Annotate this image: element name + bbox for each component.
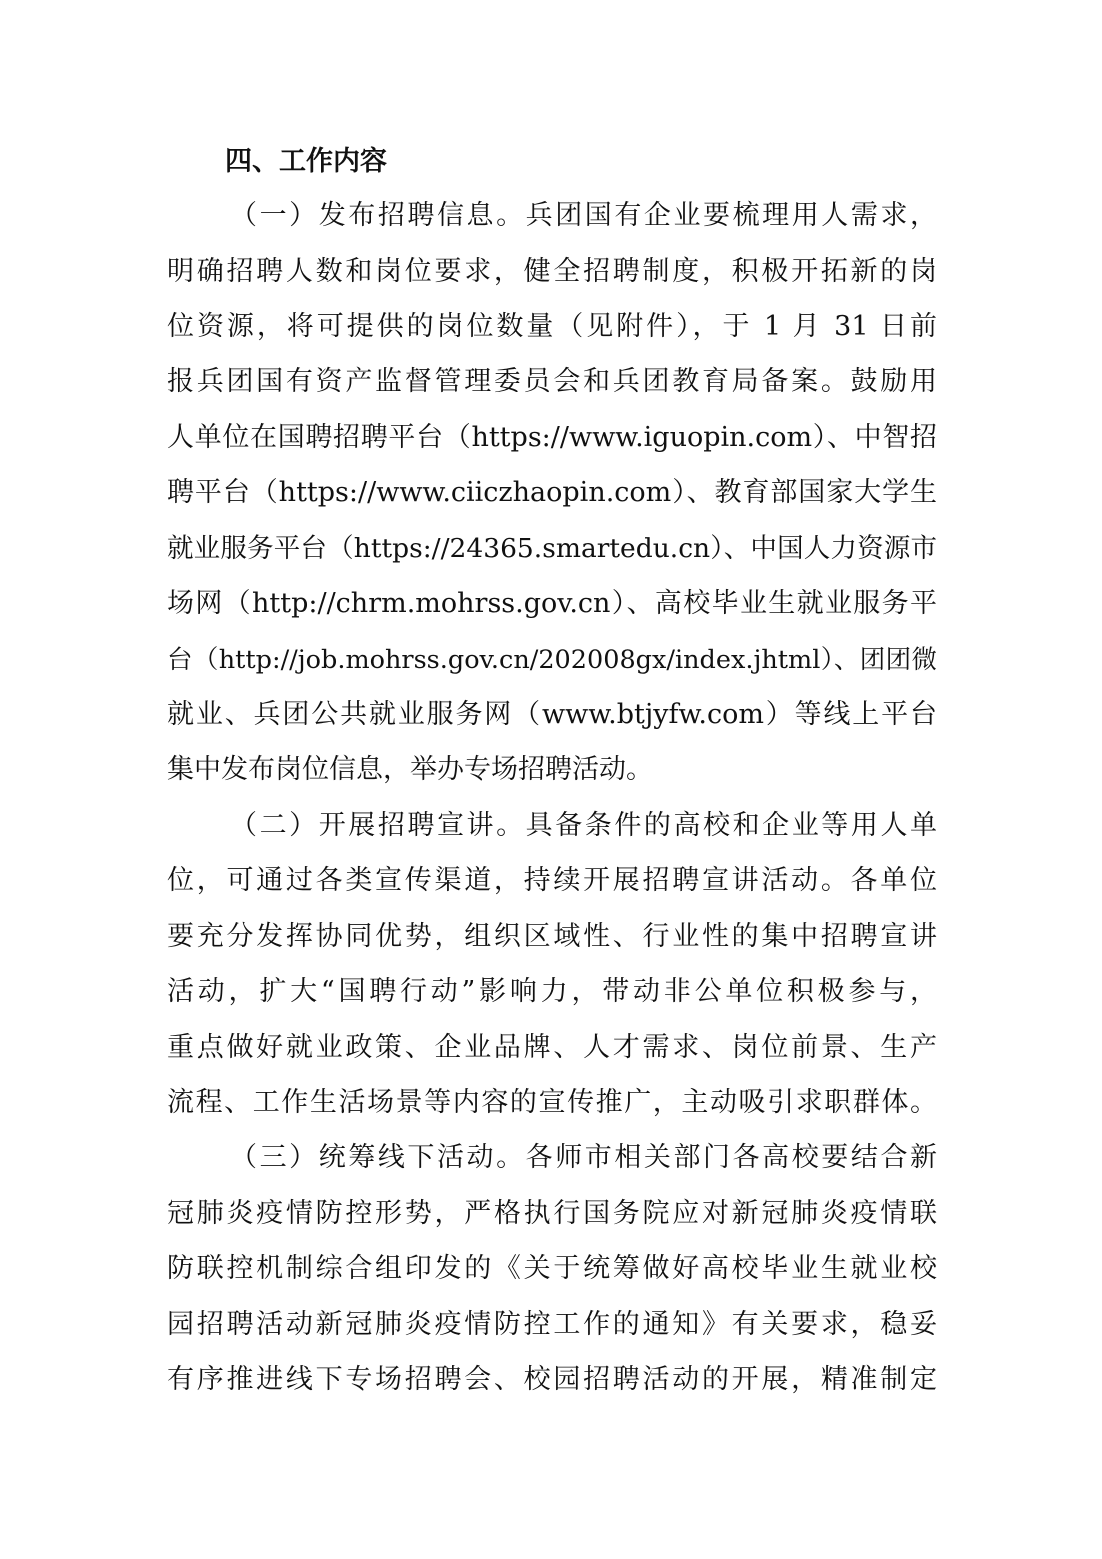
paragraph-2-line: 要充分发挥协同优势，组织区域性、行业性的集中招聘宣讲 — [167, 921, 937, 952]
paragraph-1-line: 报兵团国有资产监督管理委员会和兵团教育局备案。鼓励用 — [167, 366, 937, 397]
paragraph-1-line: 聘平台（https://www.ciiczhaopin.com）、教育部国家大学生 — [167, 477, 937, 508]
paragraph-3-line: 有序推进线下专场招聘会、校园招聘活动的开展，精准制定 — [167, 1364, 937, 1395]
paragraph-1-line: 集中发布岗位信息，举办专场招聘活动。 — [167, 754, 653, 785]
paragraph-2-first-text: 具备条件的高校和企业等用人单 — [525, 810, 938, 841]
paragraph-1-line: 位资源，将可提供的岗位数量（见附件），于 1 月 31 日前 — [167, 311, 937, 342]
paragraph-3-line: 防联控机制综合组印发的《关于统筹做好高校毕业生就业校 — [167, 1253, 937, 1284]
paragraph-1-line: 明确招聘人数和岗位要求，健全招聘制度，积极开拓新的岗 — [167, 256, 937, 287]
paragraph-1-line: 场网（http://chrm.mohrss.gov.cn）、高校毕业生就业服务平 — [167, 588, 937, 619]
paragraph-2-line: 位，可通过各类宣传渠道，持续开展招聘宣讲活动。各单位 — [167, 865, 937, 896]
paragraph-2-first-line — [230, 802, 937, 850]
paragraph-3-first-line — [230, 1134, 937, 1182]
paragraph-1-line: 人单位在国聘招聘平台（https://www.iguopin.com）、中智招 — [167, 422, 937, 453]
paragraph-3-line: 冠肺炎疫情防控形势，严格执行国务院应对新冠肺炎疫情联 — [167, 1198, 937, 1229]
paragraph-1-lead: （一）发布招聘信息。 — [230, 200, 526, 231]
paragraph-2-line: 活动，扩大“国聘行动”影响力，带动非公单位积极参与， — [167, 976, 937, 1007]
paragraph-3-first-text: 各师市相关部门各高校要结合新 — [525, 1142, 938, 1173]
paragraph-1-first-line — [230, 192, 937, 240]
paragraph-1-line: 就业服务平台（https://24365.smartedu.cn）、中国人力资源市 — [167, 533, 937, 564]
paragraph-1-first-text: 兵团国有企业要梳理用人需求， — [525, 200, 938, 231]
paragraph-1-line: 台（http://job.mohrss.gov.cn/202008gx/index.jhtml）、团团微 — [167, 645, 937, 675]
paragraph-3-lead: （三）统筹线下活动。 — [230, 1142, 526, 1173]
paragraph-1-line: 就业、兵团公共就业服务网（www.btjyfw.com）等线上平台 — [167, 699, 937, 730]
section-heading: 四、工作内容 — [225, 146, 387, 177]
paragraph-3-line: 园招聘活动新冠肺炎疫情防控工作的通知》有关要求，稳妥 — [167, 1309, 937, 1340]
paragraph-2-line: 流程、工作生活场景等内容的宣传推广，主动吸引求职群体。 — [167, 1087, 937, 1118]
paragraph-2-lead: （二）开展招聘宣讲。 — [230, 810, 526, 841]
paragraph-2-line: 重点做好就业政策、企业品牌、人才需求、岗位前景、生产 — [167, 1032, 937, 1063]
